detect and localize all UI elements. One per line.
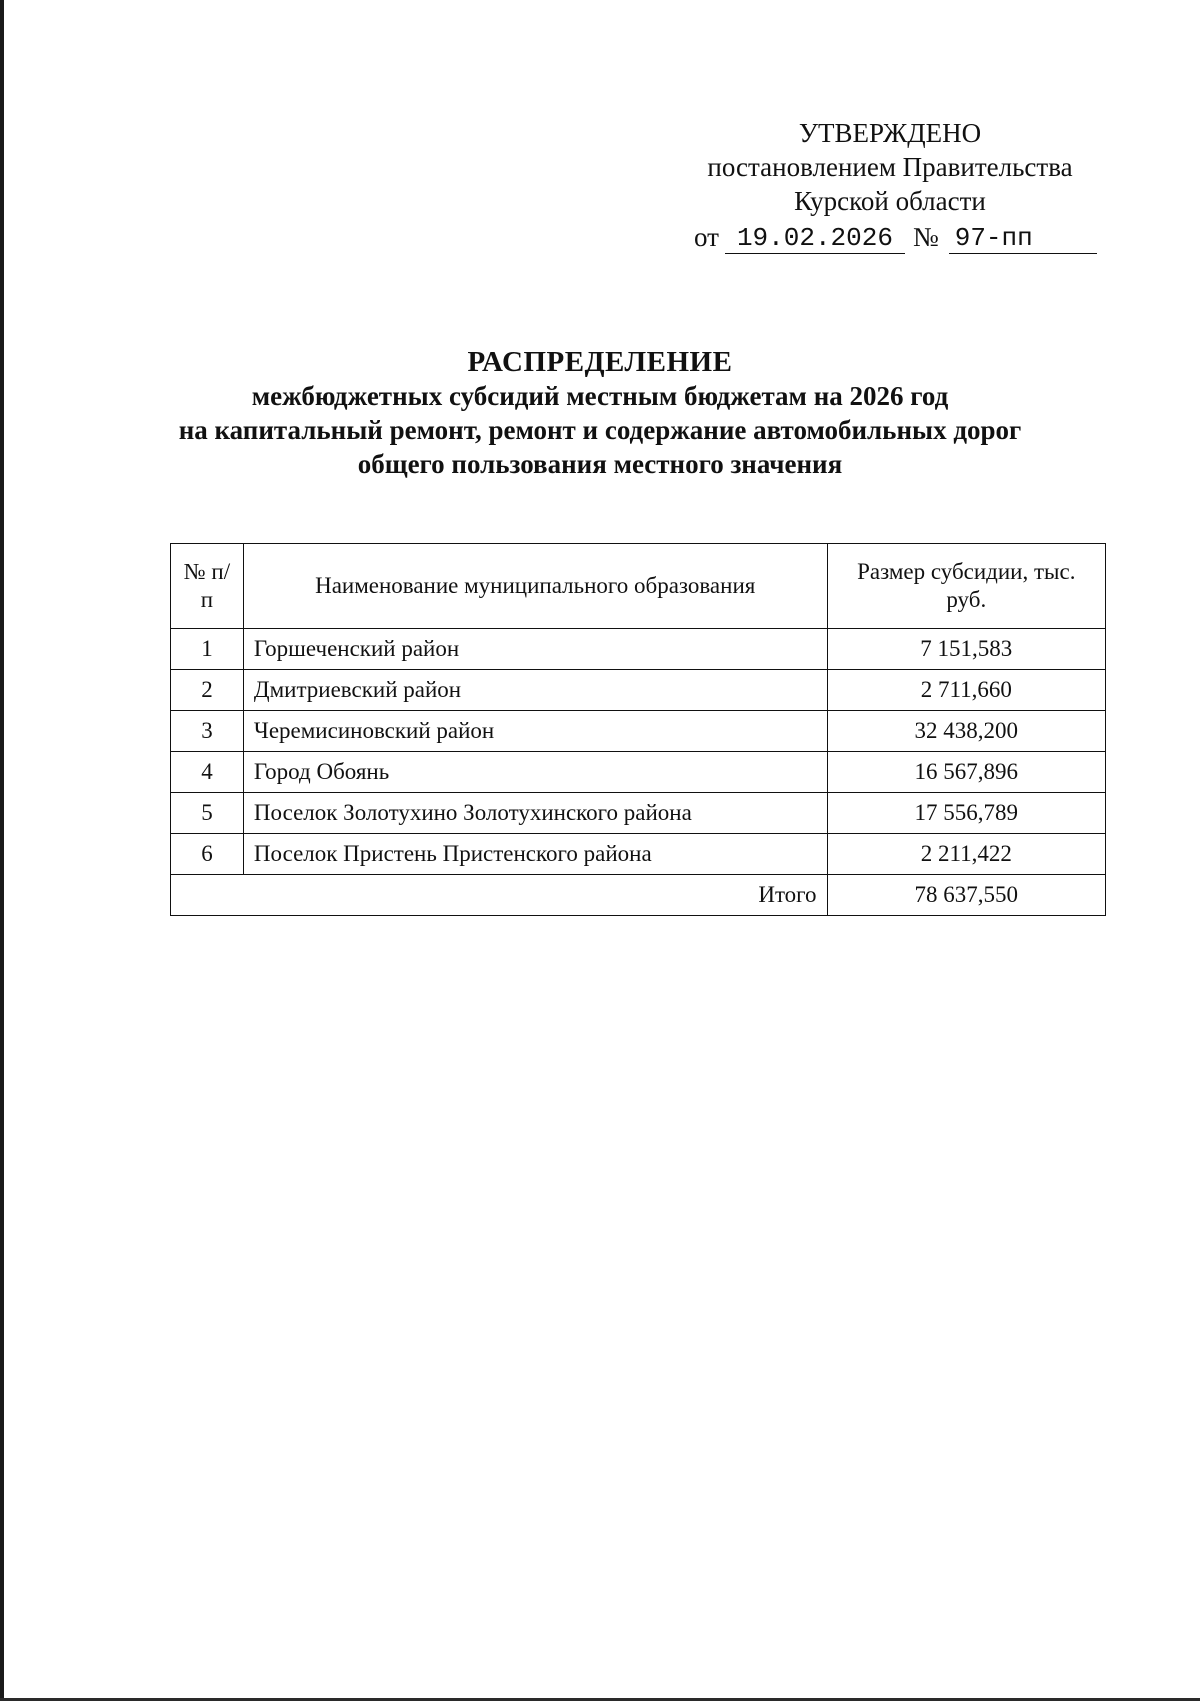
number-prefix: № (912, 222, 939, 252)
row-num: 1 (171, 629, 244, 670)
approval-number: 97-пп (949, 223, 1097, 254)
table-row (171, 711, 1106, 752)
table-row (171, 670, 1106, 711)
row-num: 2 (171, 670, 244, 711)
row-num: 5 (171, 793, 244, 834)
row-name: Поселок Пристень Пристенского района (243, 834, 827, 875)
table-row (171, 793, 1106, 834)
header-num: № п/п (171, 544, 244, 629)
title-main: РАСПРЕДЕЛЕНИЕ (467, 346, 733, 378)
approval-stamp: УТВЕРЖДЕНО (798, 118, 982, 148)
approval-date: 19.02.2026 (725, 223, 905, 254)
title-line-3: общего пользования местного значения (357, 449, 843, 479)
table-row (171, 834, 1106, 875)
approval-line-2: Курской области (794, 186, 986, 216)
row-sum: 2 211,422 (827, 834, 1105, 875)
title-line-2: на капитальный ремонт, ремонт и содержание автомобильных дорог (178, 415, 1022, 445)
approval-number-line (680, 220, 1100, 254)
row-num: 6 (171, 834, 244, 875)
approval-line-1: постановлением Правительства (707, 152, 1073, 182)
total-sum: 78 637,550 (827, 875, 1105, 916)
row-sum: 7 151,583 (827, 629, 1105, 670)
row-sum: 17 556,789 (827, 793, 1105, 834)
approval-block (680, 116, 1100, 254)
row-name: Поселок Золотухино Золотухинского района (243, 793, 827, 834)
row-sum: 2 711,660 (827, 670, 1105, 711)
table-row (171, 629, 1106, 670)
total-row (171, 875, 1106, 916)
row-name: Черемисиновский район (243, 711, 827, 752)
title-line-1: межбюджетных субсидий местным бюджетам на 2026 год (251, 381, 949, 411)
row-name: Горшеченский район (243, 629, 827, 670)
row-name: Дмитриевский район (243, 670, 827, 711)
row-num: 4 (171, 752, 244, 793)
table-header-row (171, 544, 1106, 629)
row-num: 3 (171, 711, 244, 752)
scan-edge-left (0, 0, 4, 1701)
date-prefix: от (694, 222, 719, 252)
row-sum: 16 567,896 (827, 752, 1105, 793)
header-name: Наименование муниципального образования (243, 544, 827, 629)
table-row (171, 752, 1106, 793)
header-sum: Размер субсидии, тыс. руб. (827, 544, 1105, 629)
total-label: Итого (171, 875, 828, 916)
document-title (150, 345, 1050, 481)
distribution-table (170, 543, 1106, 916)
row-sum: 32 438,200 (827, 711, 1105, 752)
row-name: Город Обоянь (243, 752, 827, 793)
